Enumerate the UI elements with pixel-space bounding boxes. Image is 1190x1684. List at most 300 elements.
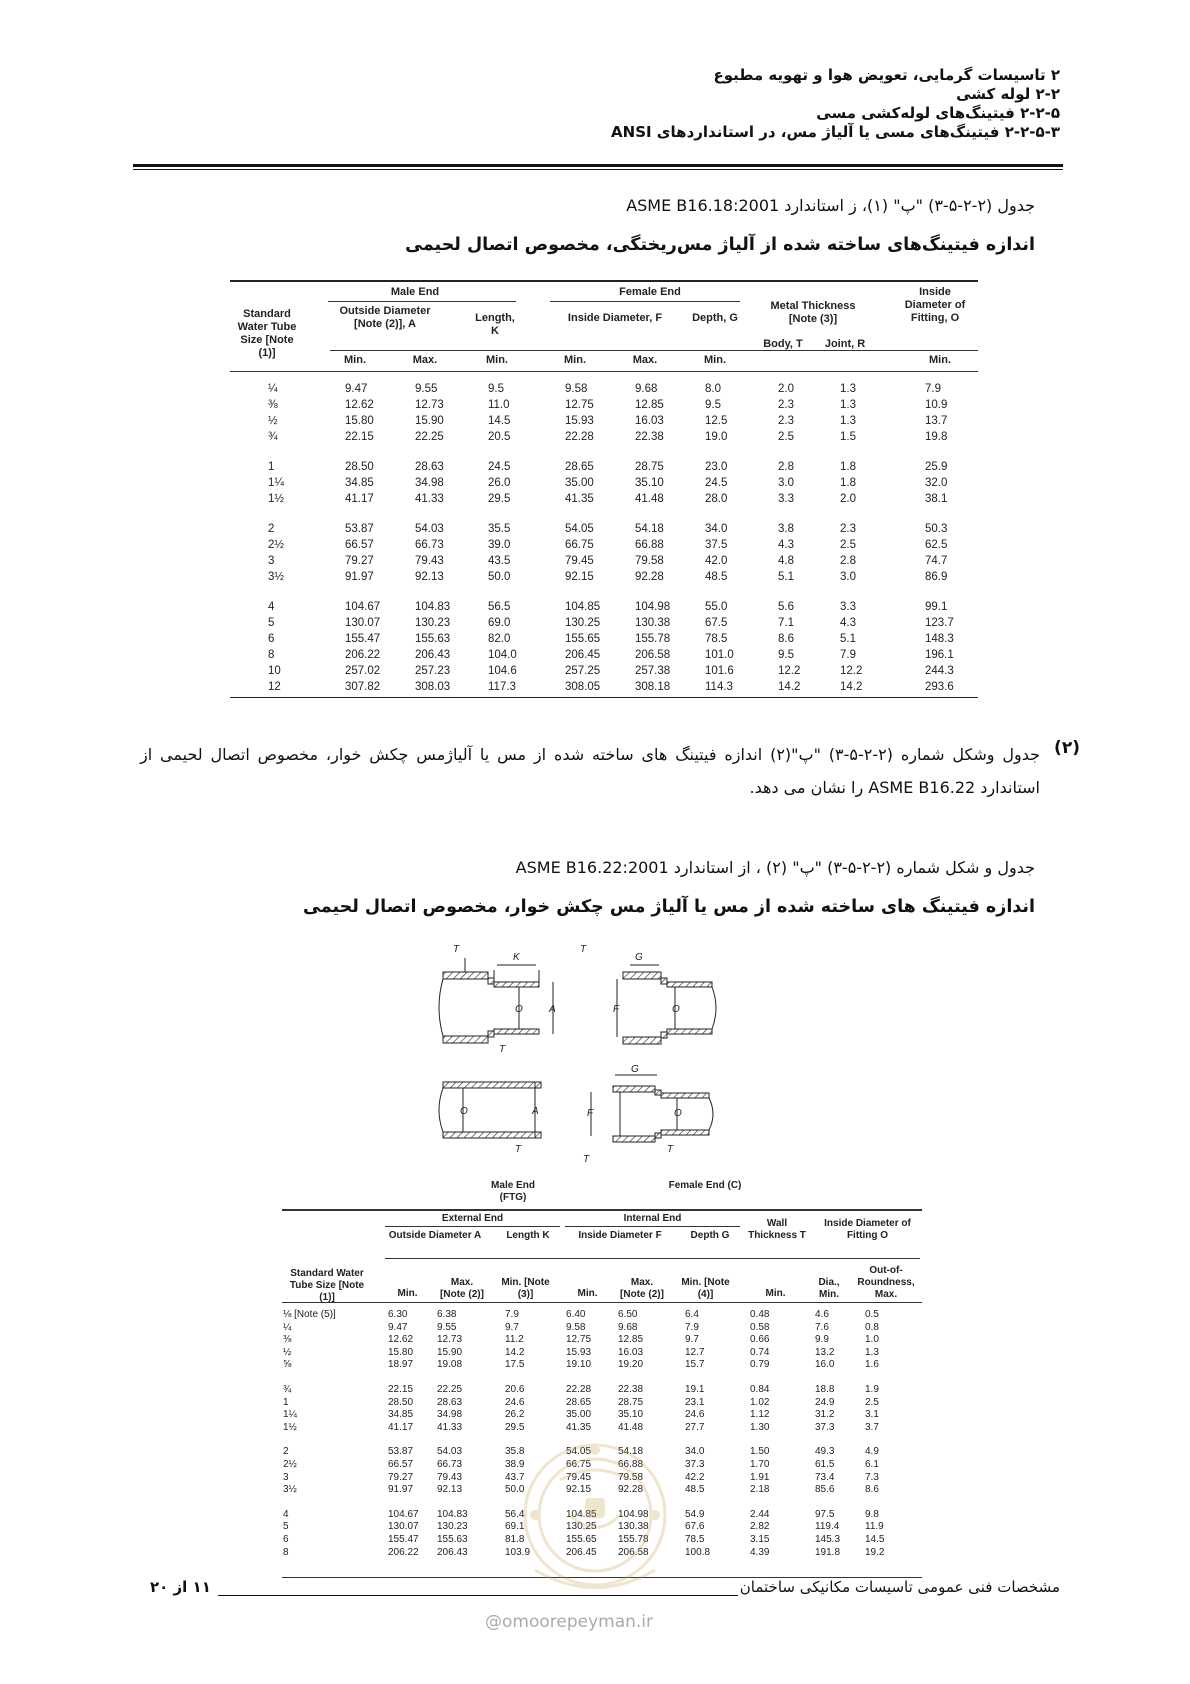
table2-cell: 104.67 (388, 1508, 419, 1520)
t2-oor: Out-of-Roundness, Max. (857, 1265, 915, 1300)
table2-cell: 9.47 (388, 1321, 408, 1333)
table1-top-rule (230, 280, 978, 282)
table2-size-cell: 5 (283, 1521, 289, 1533)
table2-cell: 38.9 (505, 1459, 525, 1470)
table1-size-cell: ¼ (268, 383, 278, 395)
table1-cell: 7.9 (925, 383, 941, 395)
table1-cell: 2.3 (778, 415, 794, 427)
table1-cell: 9.5 (488, 383, 504, 395)
table1-size-cell: 2 (268, 523, 275, 535)
table1-cell: 41.33 (415, 493, 444, 505)
table1-row (0, 555, 1190, 571)
table2-cell: 97.5 (815, 1508, 835, 1520)
t1-head-size: Standard Water Tube Size [Note (1)] (237, 308, 297, 359)
table1-cell: 99.1 (925, 601, 948, 613)
table2-cell: 4.6 (815, 1309, 829, 1320)
table2-cell: 19.2 (865, 1546, 885, 1558)
header-rule-thick (133, 164, 1063, 167)
table1-cell: 3.0 (778, 477, 794, 489)
header-rule-thin (133, 169, 1063, 170)
table2-cell: 9.8 (865, 1508, 879, 1520)
table2-cell: 15.93 (566, 1346, 592, 1358)
table1-cell: 35.00 (565, 477, 594, 489)
table1-cell: 22.38 (635, 431, 664, 443)
footer-title: مشخصات فنی عمومی تاسیسات مکانیکی ساختمان (739, 1578, 1060, 1596)
table1-cell: 9.5 (778, 649, 794, 661)
table1-cell: 12.5 (705, 415, 728, 427)
table2-cell: 7.9 (505, 1309, 519, 1320)
table2-cell: 29.5 (505, 1421, 525, 1433)
table2-cell: 6.4 (685, 1309, 699, 1320)
table2-cell: 73.4 (815, 1471, 835, 1483)
t1-min: Min. (344, 354, 366, 366)
table1-cell: 1.3 (840, 415, 856, 427)
table2-cell: 11.9 (865, 1521, 884, 1533)
table1-cell: 7.1 (778, 617, 794, 629)
table2-size-cell: ⅝ (283, 1359, 292, 1371)
table1-cell: 54.18 (635, 523, 664, 535)
table2-cell: 6.38 (437, 1309, 457, 1320)
table1-cell: 14.5 (488, 415, 511, 427)
table1-cell: 34.85 (345, 477, 374, 489)
table2-cell: 1.50 (750, 1446, 770, 1458)
table1-cell: 130.38 (635, 617, 671, 629)
table1-cell: 2.3 (778, 399, 794, 411)
table1-cell: 12.73 (415, 399, 444, 411)
table2-row (0, 1309, 1190, 1322)
t2-min: Min. (765, 1288, 786, 1299)
table2-cell: 28.65 (566, 1396, 592, 1408)
fig-letter-t: T (583, 1154, 590, 1165)
table1-cell: 130.07 (345, 617, 381, 629)
table1-cell: 155.78 (635, 633, 671, 645)
watermark-seal (490, 1420, 700, 1610)
table1-cell: 19.0 (705, 431, 728, 443)
table2-cell: 37.3 (685, 1459, 705, 1470)
t2-head-rule (282, 1302, 922, 1303)
table1-row (0, 665, 1190, 681)
table1-cell: 5.1 (840, 633, 856, 645)
table2-cell: 19.1 (685, 1384, 705, 1395)
table2-cell: 19.10 (566, 1359, 592, 1371)
table1-cell: 9.58 (565, 383, 588, 395)
table1-cell: 9.68 (635, 383, 658, 395)
table2-cell: 9.68 (618, 1321, 638, 1333)
table1-size-cell: 8 (268, 649, 275, 661)
table2-cell: 8.6 (865, 1484, 879, 1496)
table1-cell: 79.43 (415, 555, 444, 567)
table1-cell: 114.3 (705, 681, 733, 693)
table1-cell: 5.1 (778, 571, 794, 583)
table1-cell: 2.5 (840, 539, 856, 551)
table2-cell: 79.43 (437, 1471, 463, 1483)
table1-cell: 26.0 (488, 477, 511, 489)
table1-cell: 2.5 (778, 431, 794, 443)
table2-size-cell: ⅜ (283, 1334, 292, 1346)
table1-cell: 9.5 (705, 399, 721, 411)
table2-cell: 2.82 (750, 1521, 770, 1533)
table1-cell: 4.3 (840, 617, 856, 629)
t2-rule (565, 1226, 740, 1227)
table2-cell: 9.9 (815, 1334, 829, 1346)
page-header (120, 66, 1060, 142)
t1-head-rule (230, 371, 978, 372)
table1-size-cell: 1¼ (268, 477, 284, 489)
table1-cell: 54.05 (565, 523, 594, 535)
table2-cell: 206.58 (618, 1546, 649, 1558)
fitting-diagram (435, 940, 775, 1175)
paragraph-number: (۲) (1054, 738, 1080, 758)
table2-cell: 22.28 (566, 1384, 592, 1395)
table1-cell: 39.0 (488, 539, 511, 551)
table2-cell: 2.18 (750, 1484, 770, 1496)
table1-cell: 104.85 (565, 601, 601, 613)
table2-cell: 27.7 (685, 1421, 705, 1433)
t2-head-internal: Internal End (623, 1213, 682, 1224)
table2-cell: 7.6 (815, 1321, 829, 1333)
table1-cell: 79.45 (565, 555, 594, 567)
table2-cell: 0.74 (750, 1346, 770, 1358)
t1-rule (330, 350, 978, 351)
table2-cell: 43.7 (505, 1471, 525, 1483)
table1-bottom-rule (230, 697, 978, 698)
table2-cell: 34.98 (437, 1409, 463, 1421)
table2-cell: 79.27 (388, 1471, 414, 1483)
t2-head-external: External End (441, 1213, 504, 1224)
fig-letter-a: A (549, 1004, 556, 1015)
table1-cell: 25.9 (925, 461, 948, 473)
table1-cell: 1.8 (840, 477, 856, 489)
table2-cell: 66.75 (566, 1459, 592, 1470)
table2-cell: 0.79 (750, 1359, 770, 1371)
table2-cell: 206.43 (437, 1546, 468, 1558)
table1-cell: 9.55 (415, 383, 438, 395)
table1-cell: 5.6 (778, 601, 794, 613)
t1-head-od: Outside Diameter [Note (2)], A (339, 305, 431, 330)
header-subsection: ۲-۲-۵ فیتینگ‌های لوله‌کشی مسی (816, 104, 1060, 122)
t2-head-length: Length K (506, 1230, 550, 1241)
female-end-socket-drawing (591, 1075, 713, 1142)
table2-cell: 12.75 (566, 1334, 592, 1346)
table2-cell: 1.6 (865, 1359, 879, 1371)
table2-cell: 155.78 (618, 1534, 649, 1545)
table1-size-cell: 12 (268, 681, 281, 693)
table1-row (0, 681, 1190, 697)
table1-cell: 104.98 (635, 601, 671, 613)
table1-cell: 15.90 (415, 415, 444, 427)
table1-size-cell: 10 (268, 665, 281, 677)
t2-head-id: Inside Diameter F (578, 1230, 662, 1241)
table2-title: اندازه فیتینگ های ساخته شده از مس یا آلیاژ مس چکش خوار، مخصوص اتصال لحیمی (303, 897, 1035, 917)
table1-cell: 28.50 (345, 461, 374, 473)
table1-cell: 130.23 (415, 617, 451, 629)
table1-cell: 7.9 (840, 649, 856, 661)
table2-cell: 61.5 (815, 1459, 835, 1470)
table2-cell: 0.84 (750, 1384, 770, 1395)
table2-cell: 1.91 (750, 1471, 770, 1483)
table1-cell: 22.25 (415, 431, 444, 443)
table1-cell: 244.3 (925, 665, 954, 677)
table1-cell: 12.75 (565, 399, 594, 411)
table1-title: اندازه فیتینگ‌های ساخته شده از آلیاژ مس‌ریختگی، مخصوص اتصال لحیمی (405, 235, 1035, 255)
t1-head-id: Inside Diameter, F (567, 312, 663, 324)
fig-letter-t: T (580, 944, 587, 955)
fig-letter-t: T (499, 1044, 506, 1055)
t2-dia: Dia., Min. (818, 1277, 840, 1300)
table2-cell: 9.55 (437, 1321, 457, 1333)
table2-cell: 4.9 (865, 1446, 879, 1458)
table2-cell: 54.18 (618, 1446, 644, 1458)
table2-cell: 35.10 (618, 1409, 644, 1421)
table1-cell: 41.35 (565, 493, 594, 505)
table2-cell: 12.73 (437, 1334, 463, 1346)
table1-cell: 101.6 (705, 665, 734, 677)
table2-cell: 104.98 (618, 1508, 649, 1520)
table2-cell: 81.8 (505, 1534, 525, 1545)
table2-cell: 41.33 (437, 1421, 463, 1433)
table1-cell: 12.85 (635, 399, 664, 411)
table1-cell: 28.63 (415, 461, 444, 473)
table1-cell: 1.3 (840, 383, 856, 395)
table2-cell: 22.15 (388, 1384, 414, 1395)
table1-cell: 19.8 (925, 431, 948, 443)
table1-cell: 82.0 (488, 633, 511, 645)
fig-letter-o: O (672, 1004, 680, 1015)
table2-caption: جدول و شکل شماره (۲-۲-۵-۳) "پ" (۲) ، از استاندارد ASME B16.22:2001 (515, 858, 1035, 877)
male-end-fitting-drawing (439, 958, 553, 1043)
table1-row (0, 461, 1190, 477)
male-end-label: Male End (FTG) (491, 1180, 535, 1203)
table2-cell: 104.85 (566, 1508, 597, 1520)
table1-cell: 196.1 (925, 649, 954, 661)
table1-cell: 78.5 (705, 633, 728, 645)
table1-row (0, 431, 1190, 447)
table1-size-cell: 2½ (268, 539, 284, 551)
table2-cell: 41.17 (388, 1421, 414, 1433)
table2-cell: 7.3 (865, 1471, 879, 1483)
table1-row (0, 571, 1190, 587)
table2-row (0, 1322, 1190, 1335)
table1-cell: 67.5 (705, 617, 728, 629)
table1-cell: 104.0 (488, 649, 517, 661)
table1-cell: 32.0 (925, 477, 948, 489)
table1-cell: 35.5 (488, 523, 511, 535)
table2-row (0, 1397, 1190, 1410)
table2-cell: 16.03 (618, 1346, 644, 1358)
page-number: ۱۱ از ۲۰ (150, 1578, 211, 1596)
table2-cell: 15.90 (437, 1346, 463, 1358)
header-chapter: ۲ تاسیسات گرمایی، تعویض هوا و تهویه مطبوع (713, 66, 1060, 84)
table2-size-cell: ½ (283, 1346, 292, 1358)
table1-size-cell: 1 (268, 461, 275, 473)
table2-cell: 11.2 (505, 1334, 524, 1346)
table2-cell: 0.5 (865, 1309, 879, 1320)
table2-cell: 0.48 (750, 1309, 770, 1320)
table2-cell: 130.07 (388, 1521, 419, 1533)
t1-min: Min. (564, 354, 586, 366)
table1-cell: 66.73 (415, 539, 444, 551)
table2-cell: 206.22 (388, 1546, 419, 1558)
table1-cell: 41.17 (345, 493, 374, 505)
table1-cell: 2.0 (840, 493, 856, 505)
table1-size-cell: ½ (268, 415, 278, 427)
table1-row (0, 415, 1190, 431)
table2-row (0, 1384, 1190, 1397)
table1-cell: 4.8 (778, 555, 794, 567)
table2-cell: 24.6 (685, 1409, 705, 1421)
table2-cell: 12.7 (685, 1346, 705, 1358)
table1-cell: 155.47 (345, 633, 381, 645)
table1-cell: 28.0 (705, 493, 728, 505)
table2-cell: 130.38 (618, 1521, 649, 1533)
table2-cell: 130.25 (566, 1521, 597, 1533)
table2-cell: 155.65 (566, 1534, 597, 1545)
header-topic: ۲-۲-۵-۳ فیتینگ‌های مسی یا آلیاژ مس، در استانداردهای ANSI (611, 123, 1060, 141)
table1-cell: 3.0 (840, 571, 856, 583)
table1-cell: 50.0 (488, 571, 511, 583)
table2-cell: 6.1 (865, 1459, 879, 1470)
table1-cell: 79.27 (345, 555, 374, 567)
table2-cell: 85.6 (815, 1484, 835, 1496)
table2-cell: 3.7 (865, 1421, 879, 1433)
table1-size-cell: 5 (268, 617, 275, 629)
female-end-fitting-drawing (617, 965, 716, 1044)
table2-cell: 1.02 (750, 1396, 770, 1408)
table2-cell: 92.28 (618, 1484, 644, 1496)
table2-cell: 9.58 (566, 1321, 586, 1333)
fig-letter-t: T (515, 1144, 522, 1155)
table2-cell: 24.6 (505, 1396, 525, 1408)
table2-size-cell: 6 (283, 1534, 289, 1545)
table2-cell: 79.45 (566, 1471, 592, 1483)
table2-cell: 22.38 (618, 1384, 644, 1395)
table2-cell: 69.1 (505, 1521, 525, 1533)
t1-head-length: Length, K (475, 312, 515, 337)
table2-size-cell: 2½ (283, 1459, 297, 1470)
table2-cell: 54.05 (566, 1446, 592, 1458)
t2-head-inside: Inside Diameter of Fitting O (824, 1218, 911, 1241)
table2-cell: 50.0 (505, 1484, 525, 1496)
table2-cell: 35.00 (566, 1409, 592, 1421)
table2-cell: 35.8 (505, 1446, 525, 1458)
table1-cell: 24.5 (705, 477, 728, 489)
table2-cell: 9.7 (685, 1334, 699, 1346)
table1-size-cell: 4 (268, 601, 275, 613)
table2-cell: 26.2 (505, 1409, 525, 1421)
table2-cell: 19.08 (437, 1359, 463, 1371)
table1-caption: جدول (۲-۲-۵-۳) "پ" (۱)، ز استاندارد ASME B16.18:2001 (626, 196, 1035, 215)
table2-cell: 28.63 (437, 1396, 463, 1408)
table1-row (0, 493, 1190, 509)
table2-cell: 14.2 (505, 1346, 525, 1358)
header-section: ۲-۲ لوله کشی (956, 85, 1060, 103)
table1-cell: 74.7 (925, 555, 948, 567)
t1-head-joint: Joint, R (824, 338, 866, 350)
t2-head-size: Standard Water Tube Size [Note (1)] (289, 1268, 365, 1303)
fig-letter-g: G (631, 1064, 639, 1075)
fig-letter-o: O (515, 1004, 523, 1015)
t1-rule (550, 301, 740, 302)
fig-letter-a: A (532, 1106, 539, 1117)
table2-cell: 206.45 (566, 1546, 597, 1558)
table1-cell: 38.1 (925, 493, 948, 505)
table1-cell: 9.47 (345, 383, 368, 395)
table1-size-cell: ⅜ (268, 399, 278, 411)
table1-cell: 15.93 (565, 415, 594, 427)
t2-min: Min. (577, 1288, 598, 1299)
table1-cell: 12.62 (345, 399, 374, 411)
table2-cell: 1.12 (750, 1409, 770, 1421)
table1-cell: 308.03 (415, 681, 451, 693)
t1-head-male: Male End (390, 286, 440, 298)
table2-cell: 48.5 (685, 1484, 705, 1496)
table2-cell: 2.44 (750, 1508, 770, 1520)
table2-cell: 66.57 (388, 1459, 414, 1470)
table1-cell: 155.65 (565, 633, 601, 645)
table1-cell: 79.58 (635, 555, 664, 567)
t1-min: Min. (704, 354, 726, 366)
table2-cell: 2.5 (865, 1396, 879, 1408)
table2-cell: 31.2 (815, 1409, 835, 1421)
table1-size-cell: 6 (268, 633, 275, 645)
table2-cell: 119.4 (815, 1521, 840, 1533)
table2-size-cell: 3½ (283, 1484, 297, 1496)
table2-cell: 66.73 (437, 1459, 463, 1470)
table2-cell: 1.3 (865, 1346, 879, 1358)
table1-cell: 257.25 (565, 665, 601, 677)
table2-cell: 28.50 (388, 1396, 414, 1408)
table1-row (0, 383, 1190, 399)
table1-size-cell: ¾ (268, 431, 278, 443)
table2-cell: 0.66 (750, 1334, 770, 1346)
table1-cell: 23.0 (705, 461, 728, 473)
table2-cell: 9.7 (505, 1321, 519, 1333)
t1-min: Min. (486, 354, 508, 366)
table1-cell: 24.5 (488, 461, 511, 473)
table1-cell: 12.2 (778, 665, 801, 677)
table2-cell: 37.3 (815, 1421, 835, 1433)
table1-cell: 1.3 (840, 399, 856, 411)
t2-head-wall: Wall Thickness T (748, 1218, 806, 1241)
table2-cell: 155.63 (437, 1534, 468, 1545)
table2-size-cell: ⅛ [Note (5)] (283, 1309, 336, 1320)
table1-cell: 104.67 (345, 601, 381, 613)
table1-cell: 48.5 (705, 571, 728, 583)
table2-cell: 92.13 (437, 1484, 463, 1496)
table2-cell: 24.9 (815, 1396, 835, 1408)
table2-cell: 42.2 (685, 1471, 705, 1483)
table1-cell: 16.03 (635, 415, 664, 427)
table2-cell: 130.23 (437, 1521, 468, 1533)
table1-cell: 34.98 (415, 477, 444, 489)
table2-cell: 145.3 (815, 1534, 841, 1545)
table1-size-cell: 3½ (268, 571, 284, 583)
fig-letter-f: F (613, 1004, 620, 1015)
table2-cell: 18.97 (388, 1359, 414, 1371)
table1-cell: 2.8 (778, 461, 794, 473)
table1-cell: 3.3 (778, 493, 794, 505)
t1-max: Max. (632, 354, 658, 366)
table1-cell: 34.0 (705, 523, 728, 535)
table2-size-cell: 1 (283, 1396, 289, 1408)
table1-row (0, 633, 1190, 649)
table2-cell: 49.3 (815, 1446, 835, 1458)
table1-cell: 15.80 (345, 415, 374, 427)
table2-cell: 19.20 (618, 1359, 644, 1371)
table1-cell: 66.88 (635, 539, 664, 551)
table2-cell: 100.8 (685, 1546, 711, 1558)
table2-size-cell: 8 (283, 1546, 289, 1558)
